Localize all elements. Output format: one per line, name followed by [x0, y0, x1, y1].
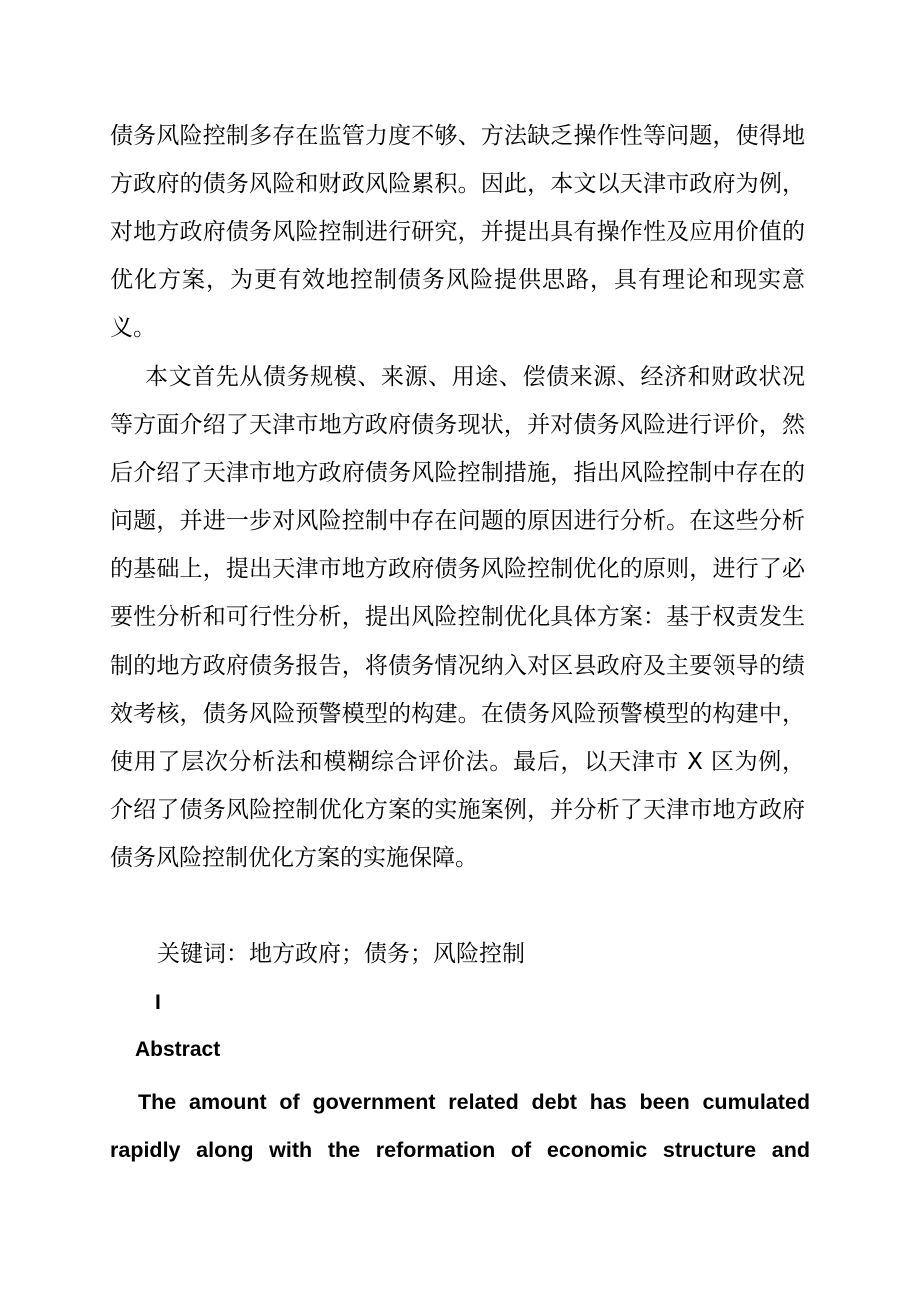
page-number: I: [155, 991, 161, 1014]
abstract-heading: Abstract: [135, 1038, 221, 1061]
chinese-abstract-paragraph-1: 债务风险控制多存在监管力度不够、方法缺乏操作性等问题，使得地方政府的债务风险和财政风险累积。因此，本文以天津市政府为例，对地方政府债务风险控制进行研究，并提出具有操作性及应用价值的优化方案，为更有效地控制债务风险提供思路，具有理论和现实意义。: [110, 123, 805, 342]
english-abstract-text: The amount of government related debt has been cumulated rapidly along with the reformation of economic structure and: [110, 1090, 810, 1162]
chinese-abstract-paragraph-2: 本文首先从债务规模、来源、用途、偿债来源、经济和财政状况等方面介绍了天津市地方政府债务现状，并对债务风险进行评价，然后介绍了天津市地方政府债务风险控制措施，指出风险控制中存在的问题，并进一步对风险控制中存在问题的原因进行分析。在这些分析的基础上，提出天津市地方政府债务风险控制优化的原则，进行了必要性分析和可行性分析，提出风险控制优化具体方案：基于权责发生制的地方政府债务报告，将债务情况纳入对区县政府及主要领导的绩效考核，债务风险预警模型的构建。在债务风险预警模型的构建中，使用了层次分析法和模糊综合评价法。最后，以天津市 X 区为例，介绍了债务风险控制优化方案的实施案例，并分析了天津市地方政府债务风险控制优化方案的实施保障。: [110, 364, 805, 871]
keywords-line: 关键词：地方政府；债务；风险控制: [157, 941, 525, 967]
